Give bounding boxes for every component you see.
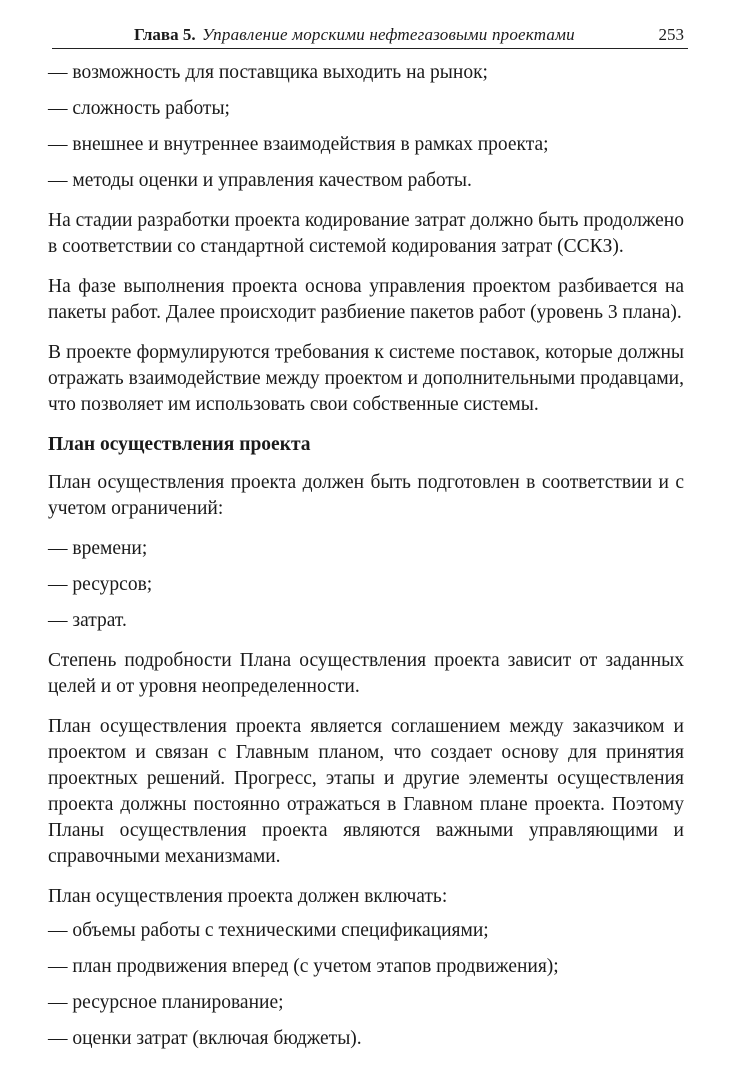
list-item: — оценки затрат (включая бюджеты). (48, 1028, 362, 1049)
page-number: 253 (658, 25, 684, 44)
section-heading: План осуществления проекта (48, 434, 311, 455)
list-item: — план продвижения вперед (с учетом этапов продвижения); (48, 956, 559, 977)
list-item: — внешнее и внутреннее взаимодействия в рамках проекта; (48, 134, 549, 155)
list-item: — сложность работы; (48, 98, 230, 119)
list-item: — возможность для поставщика выходить на рынок; (48, 62, 488, 83)
running-header (52, 22, 688, 49)
paragraph: Степень подробности Плана осуществления проекта зависит от заданных целей и от уровня неопределенности. (48, 650, 684, 697)
list-item: — объемы работы с техническими спецификациями; (48, 920, 489, 941)
paragraph: В проекте формулируются требования к системе поставок, которые должны отражать взаимодействие между проектом и дополнительными продавцами, что позволяет им использовать свои собственные системы. (48, 342, 684, 415)
paragraph: На стадии разработки проекта кодирование затрат должно быть продолжено в соответствии со стандартной системой кодирования затрат (ССКЗ). (48, 210, 684, 257)
chapter-label: Глава 5. (134, 25, 196, 44)
paragraph: План осуществления проекта должен включать: (48, 886, 448, 907)
list-item: — ресурсное планирование; (48, 992, 284, 1013)
list-item: — затрат. (48, 610, 127, 631)
list-item: — времени; (48, 538, 148, 559)
chapter-title: Управление морскими нефтегазовыми проектами (202, 25, 575, 44)
paragraph: План осуществления проекта является соглашением между заказчиком и проектом и связан с Главным планом, что создает основу для принятия проектных решений. Прогресс, этапы и другие элементы осуществления проекта должны постоянно отражаться в Главном плане проекта. Поэтому Планы осуществления проекта являются важными управляющими и справочными механизмами. (48, 716, 684, 867)
paragraph: На фазе выполнения проекта основа управления проектом разбивается на пакеты работ. Далее происходит разбиение пакетов работ (уровень 3 плана). (48, 276, 684, 323)
list-item: — ресурсов; (48, 574, 153, 595)
list-item: — методы оценки и управления качеством работы. (48, 170, 472, 191)
paragraph: План осуществления проекта должен быть подготовлен в соответствии и с учетом ограничений: (48, 472, 684, 519)
page-body (48, 60, 684, 1062)
